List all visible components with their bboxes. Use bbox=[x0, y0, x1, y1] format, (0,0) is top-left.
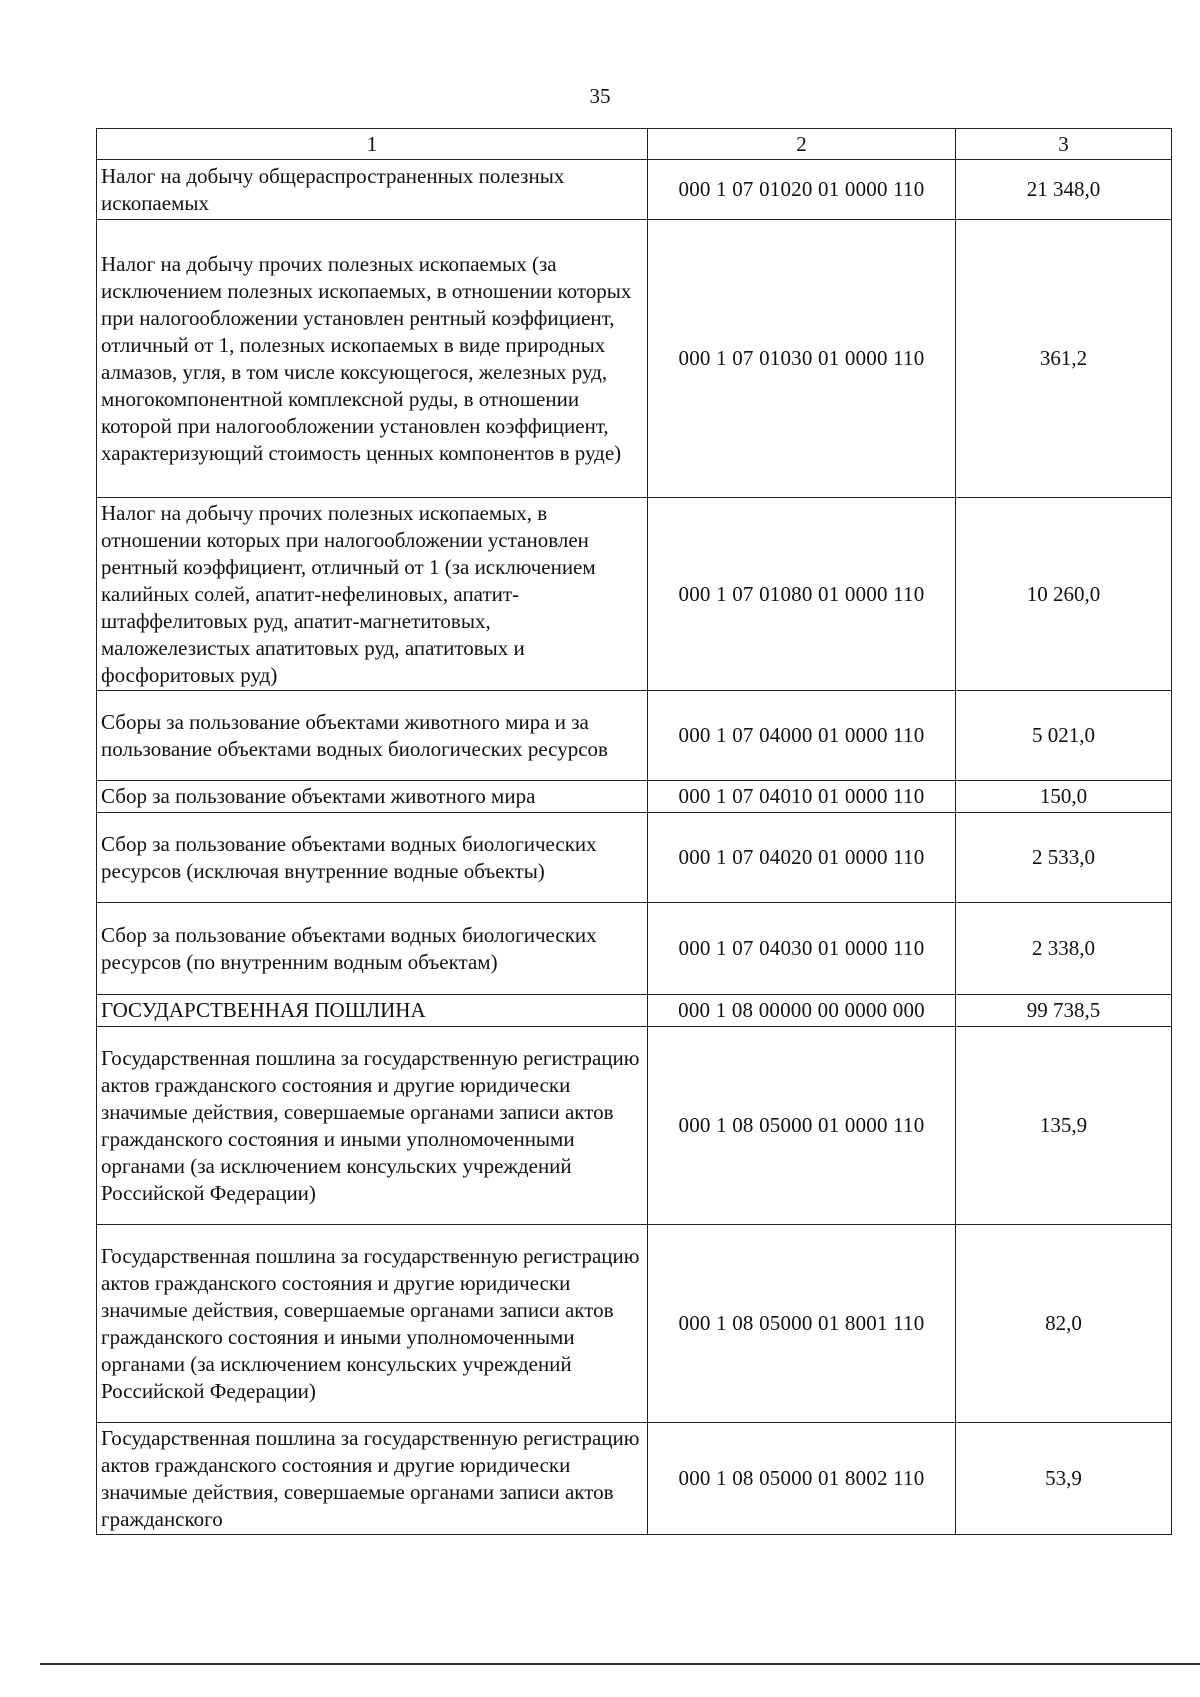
row-name: Сбор за пользование объектами водных биологических ресурсов (по внутренним водным объектам) bbox=[97, 903, 648, 995]
row-code: 000 1 08 05000 01 0000 110 bbox=[648, 1027, 956, 1225]
table-header-row bbox=[97, 129, 1172, 160]
row-amount: 10 260,0 bbox=[956, 498, 1172, 691]
table-row bbox=[97, 995, 1172, 1027]
row-code: 000 1 08 05000 01 8001 110 bbox=[648, 1225, 956, 1423]
table-row bbox=[97, 220, 1172, 498]
row-amount: 150,0 bbox=[956, 781, 1172, 813]
row-name: Государственная пошлина за государственную регистрацию актов гражданского состояния и другие юридически значимые действия, совершаемые органами записи актов гражданского состояния и иными уполномоченными органами (за исключением консульских учреждений Российской Федерации) bbox=[97, 1225, 648, 1423]
row-code: 000 1 07 04030 01 0000 110 bbox=[648, 903, 956, 995]
row-code: 000 1 07 01020 01 0000 110 bbox=[648, 160, 956, 220]
row-code: 000 1 07 01030 01 0000 110 bbox=[648, 220, 956, 498]
row-code: 000 1 07 04010 01 0000 110 bbox=[648, 781, 956, 813]
row-name: Сбор за пользование объектами животного мира bbox=[97, 781, 648, 813]
row-code: 000 1 07 04000 01 0000 110 bbox=[648, 691, 956, 781]
table-row bbox=[97, 813, 1172, 903]
table-row bbox=[97, 781, 1172, 813]
row-name: Налог на добычу прочих полезных ископаемых (за исключением полезных ископаемых, в отношении которых при налогообложении установлен рентный коэффициент, отличный от 1, полезных ископаемых в виде природных алмазов, угля, в том числе коксующегося, железных руд, многокомпонентной комплексной руды, в отношении которой при налогообложении установлен коэффициент, характеризующий стоимость ценных компонентов в руде) bbox=[97, 220, 648, 498]
table-row bbox=[97, 160, 1172, 220]
table-row bbox=[97, 691, 1172, 781]
column-header-3: 3 bbox=[956, 129, 1172, 160]
table-row bbox=[97, 498, 1172, 691]
row-amount: 2 338,0 bbox=[956, 903, 1172, 995]
footer-divider bbox=[40, 1663, 1200, 1665]
row-code: 000 1 08 00000 00 0000 000 bbox=[648, 995, 956, 1027]
table-row bbox=[97, 1225, 1172, 1423]
row-amount: 82,0 bbox=[956, 1225, 1172, 1423]
row-code: 000 1 08 05000 01 8002 110 bbox=[648, 1423, 956, 1535]
column-header-2: 2 bbox=[648, 129, 956, 160]
row-name: Сбор за пользование объектами водных биологических ресурсов (исключая внутренние водные объекты) bbox=[97, 813, 648, 903]
row-name: ГОСУДАРСТВЕННАЯ ПОШЛИНА bbox=[97, 995, 648, 1027]
row-amount: 99 738,5 bbox=[956, 995, 1172, 1027]
page-number: 35 bbox=[589, 84, 611, 108]
row-code: 000 1 07 04020 01 0000 110 bbox=[648, 813, 956, 903]
row-amount: 2 533,0 bbox=[956, 813, 1172, 903]
row-amount: 361,2 bbox=[956, 220, 1172, 498]
row-name: Государственная пошлина за государственную регистрацию актов гражданского состояния и другие юридически значимые действия, совершаемые органами записи актов гражданского bbox=[97, 1423, 648, 1535]
row-amount: 53,9 bbox=[956, 1423, 1172, 1535]
revenue-table bbox=[96, 128, 1172, 1535]
table-row bbox=[97, 903, 1172, 995]
column-header-1: 1 bbox=[97, 129, 648, 160]
row-name: Налог на добычу прочих полезных ископаемых, в отношении которых при налогообложении установлен рентный коэффициент, отличный от 1 (за исключением калийных солей, апатит-нефелиновых, апатит-штаффелитовых руд, апатит-магнетитовых, маложелезистых апатитовых руд, апатитовых и фосфоритовых руд) bbox=[97, 498, 648, 691]
table-row bbox=[97, 1423, 1172, 1535]
row-name: Сборы за пользование объектами животного мира и за пользование объектами водных биологических ресурсов bbox=[97, 691, 648, 781]
row-amount: 135,9 bbox=[956, 1027, 1172, 1225]
row-name: Государственная пошлина за государственную регистрацию актов гражданского состояния и другие юридически значимые действия, совершаемые органами записи актов гражданского состояния и иными уполномоченными органами (за исключением консульских учреждений Российской Федерации) bbox=[97, 1027, 648, 1225]
row-code: 000 1 07 01080 01 0000 110 bbox=[648, 498, 956, 691]
row-name: Налог на добычу общераспространенных полезных ископаемых bbox=[97, 160, 648, 220]
row-amount: 21 348,0 bbox=[956, 160, 1172, 220]
row-amount: 5 021,0 bbox=[956, 691, 1172, 781]
table-row bbox=[97, 1027, 1172, 1225]
